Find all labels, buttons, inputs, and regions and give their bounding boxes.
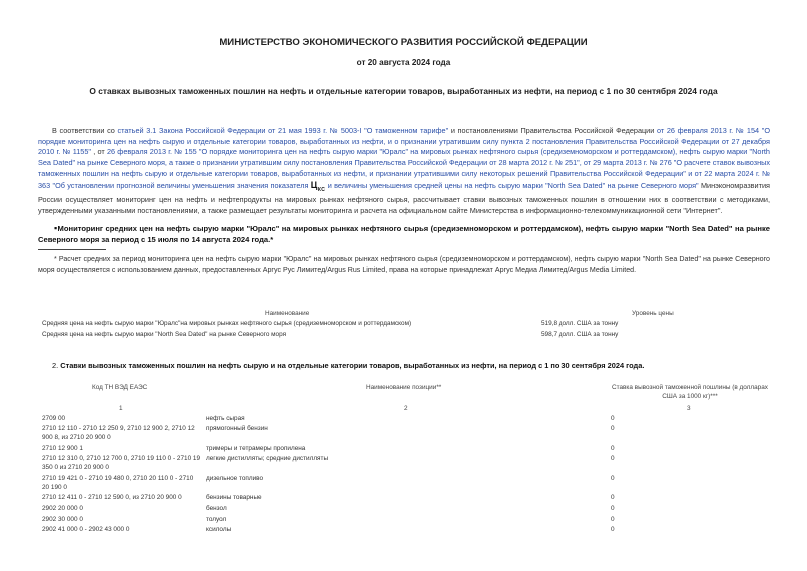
duty-row-7-name: бензол	[206, 505, 227, 512]
price-row-1-name: Средняя цена на нефть сырую марки "Юралс"на мировых рынках нефтяного сырья (средиземноморском и роттердамском)	[42, 320, 412, 327]
price-table-header-name: Наименование	[265, 310, 310, 317]
footnote-divider	[38, 249, 106, 250]
price-row-2-value: 598,7 долл. США за тонну	[541, 331, 619, 338]
document-date: от 20 августа 2024 года	[356, 58, 451, 67]
indicator-letter: Ц	[310, 179, 318, 190]
duty-row-5-name: дизельное топливо	[206, 475, 264, 482]
intro-paragraph	[38, 126, 770, 216]
price-table-header-price: Уровень цены	[632, 310, 674, 317]
duty-row-2-name: прямогонный бензин	[206, 425, 268, 432]
duty-row-7-code: 2902 20 000 0	[42, 505, 83, 512]
duty-row-2-code: 2710 12 110 - 2710 12 250 9, 2710 12 900 2, 2710 12 900 8, из 2710 20 900 0	[42, 425, 195, 441]
duty-header-code: Код ТН ВЭД ЕАЭС	[92, 384, 148, 391]
duty-row-1-rate: 0	[611, 415, 615, 422]
decree-link-154[interactable]: от 26 февраля 2013 г. № 154 "О порядке мониторинга цен на нефть сырую и отдельные категории товаров, выработанных из нефти, и о признании утратившим силу пункта 2 постановления Правительства Российской Федерации от 27 декабря 2010 г. № 1155"	[38, 126, 770, 157]
duty-row-4-name: легкие дистилляты; средние дистилляты	[206, 455, 329, 462]
duty-row-8-rate: 0	[611, 516, 615, 523]
footnote: * Расчет средних за период мониторинга цен на нефть сырую марки "Юралс" на мировых рынках нефтяного сырья (средиземноморском и роттердамском), нефть сырую марки "North Sea Dated" на рынке Северного моря осуществляется с использованием данных, предоставленных Аргус Рус Лимитед/Argus Rus Limited, права на которые принадлежат Аргус Медиа Лимитед/Argus Media Limited.	[38, 255, 770, 274]
duty-row-4-rate: 0	[611, 455, 615, 462]
duty-colnum-3: 3	[687, 405, 691, 412]
duty-row-9-code: 2902 41 000 0 - 2902 43 000 0	[42, 526, 130, 533]
indicator-subscript: КС	[317, 186, 326, 193]
law-link-5003[interactable]: статьей 3.1 Закона Российской Федерации от 21 мая 1993 г. № 5003-I "О таможенном тарифе"	[117, 126, 449, 135]
duty-row-9-name: ксилолы	[206, 526, 232, 533]
duty-row-6-code: 2710 12 411 0 - 2710 12 590 0, из 2710 20 900 0	[42, 494, 182, 501]
duty-row-9-rate: 0	[611, 526, 615, 533]
duty-row-8-name: толуол	[206, 516, 227, 523]
duty-row-7-rate: 0	[611, 505, 615, 512]
section2-title	[52, 361, 772, 370]
ministry-title: МИНИСТЕРСТВО ЭКОНОМИЧЕСКОГО РАЗВИТИЯ РОССИЙСКОЙ ФЕДЕРАЦИИ	[219, 37, 588, 48]
duty-row-1-name: нефть сырая	[206, 415, 245, 422]
intro-text-3: , от	[91, 147, 107, 157]
duty-row-8-code: 2902 30 000 0	[42, 516, 83, 523]
bullet-icon: ▪	[54, 223, 58, 233]
decree-link-363[interactable]: и величины уменьшения средней цены на нефть сырую марки "North Sea Dated" на рынке Северного моря"	[325, 180, 699, 190]
decree-link-155[interactable]: 26 февраля 2013 г. № 155 "О порядке мониторинга цен на нефть сырую марки "Юралс" на мировых рынках нефтяного сырья (средиземноморском и роттердамском), нефть сырую марки "North Sea Dated" на рынке Северного моря, а также о признании утратившим силу постановления Правительства Российской Федерации от 28 марта 2012 г. № 251", от 29 марта 2013 г. № 276 "О расчете ставок вывозных таможенных пошлин на нефть сырую и отдельные категории товаров, выработанных из нефти, и признании утратившими силу некоторых решений Правительства Российской Федерации" и от 22 марта 2024 г. № 363 "Об установлении прогнозной величины уменьшения значения показателя	[38, 147, 770, 190]
section2-text: Ставки вывозных таможенных пошлин на нефть сырую и на отдельные категории товаров, выработанных из нефти, на период с 1 по 30 сентября 2024 года.	[60, 361, 645, 370]
duty-row-3-name: тримеры и тетрамеры пропилена	[206, 445, 306, 452]
document-subject: О ставках вывозных таможенных пошлин на нефть и отдельные категории товаров, выработанных из нефти, на период с 1 по 30 сентября 2024 года	[89, 86, 718, 96]
duty-header-name: Наименование позиции**	[366, 384, 442, 391]
intro-text-1: В соответствии со	[52, 126, 118, 135]
duty-header-rate: Ставка вывозной таможенной пошлины (в долларах США за 1000 кг)***	[611, 384, 768, 400]
duty-row-1-code: 2709 00	[42, 415, 66, 422]
section1-title	[38, 223, 770, 245]
price-row-1-value: 519,8 долл. США за тонну	[541, 320, 619, 327]
duty-row-6-rate: 0	[611, 494, 615, 501]
duty-row-4-code: 2710 12 310 0, 2710 12 700 0, 2710 19 110 0 - 2710 19 350 0 из 2710 20 900 0	[42, 455, 201, 471]
duty-row-3-rate: 0	[611, 445, 615, 452]
duty-row-6-name: бензины товарные	[206, 494, 262, 501]
duty-colnum-1: 1	[119, 405, 123, 412]
duty-row-5-rate: 0	[611, 475, 615, 482]
section2-number: 2.	[52, 361, 59, 370]
intro-text-2: и постановлениями Правительства Российской Федерации	[448, 126, 657, 135]
duty-row-3-code: 2710 12 900 1	[42, 445, 83, 452]
duty-row-5-code: 2710 19 421 0 - 2710 19 480 0, 2710 20 110 0 - 2710 20 190 0	[42, 475, 194, 491]
price-row-2-name: Средняя цена на нефть сырую марки "North Sea Dated" на рынке Северного моря	[42, 331, 287, 338]
duty-row-2-rate: 0	[611, 425, 615, 432]
indicator-symbol	[310, 179, 326, 193]
section1-text: Мониторинг средних цен на нефть сырую марки "Юралс" на мировых рынках нефтяного сырья (средиземноморском и роттердамском), нефть сырую марки "North Sea Dated" на рынке Северного моря за период с 15 июля по 14 августа 2024 года.*	[38, 224, 770, 244]
intro-text-4: Минэкономразвития России осуществляет мониторинг цен на нефть и нефтепродукты на мировых рынках нефтяного сырья, рассчитывает ставки вывозных таможенных пошлин в отношении них в соответствии с методиками, утвержденными указанными постановлениями, а также размещает результаты мониторинга и расчета на официальном сайте Министерства в информационно-телекоммуникационной сети "Интернет".	[38, 180, 770, 215]
duty-colnum-2: 2	[404, 405, 408, 412]
